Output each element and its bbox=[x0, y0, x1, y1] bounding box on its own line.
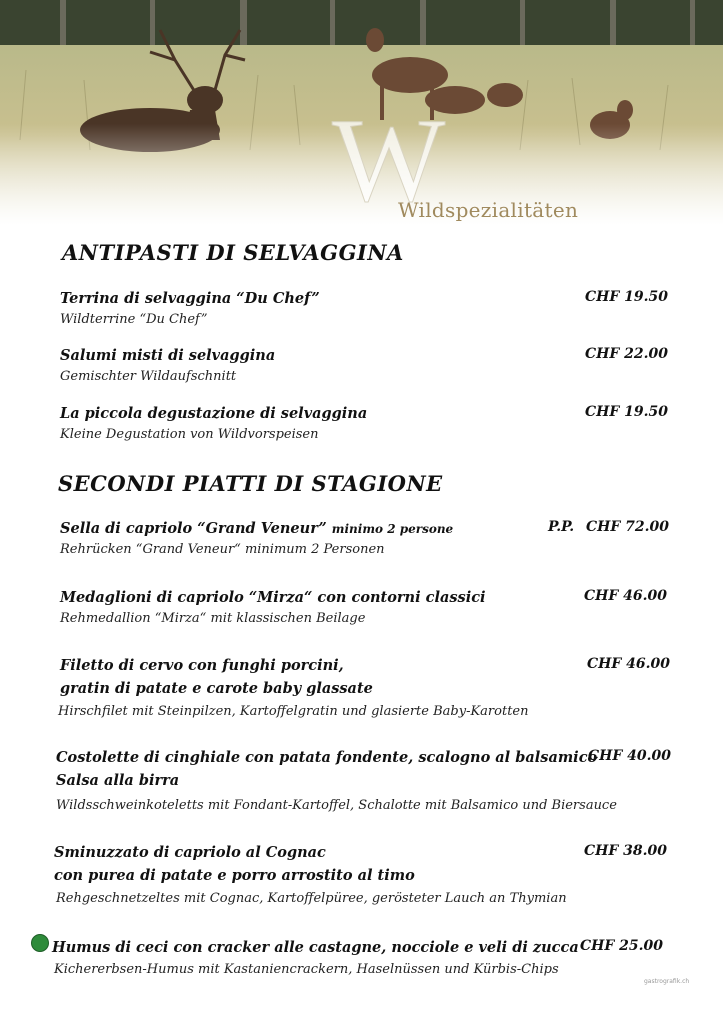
decorative-w-letter: W bbox=[332, 93, 446, 225]
vegetarian-icon bbox=[31, 934, 49, 952]
header-title: Wildspezialitäten bbox=[398, 198, 579, 222]
section-title-secondi: SECONDI PIATTI DI STAGIONE bbox=[58, 471, 443, 496]
item-name-it: Sella di capriolo “Grand Veneur” minimo 2 persone bbox=[60, 520, 454, 537]
item-price: CHF 22.00 bbox=[585, 346, 669, 362]
footer-credit: gastrografik.ch bbox=[644, 978, 690, 985]
item-price: CHF 19.50 bbox=[585, 289, 669, 305]
item-name-it-line2: gratin di patate e carote baby glassate bbox=[60, 680, 373, 697]
item-note: minimo 2 persone bbox=[331, 522, 454, 536]
item-name-de: Wildterrine “Du Chef” bbox=[60, 312, 208, 327]
item-name-it: Terrina di selvaggina “Du Chef” bbox=[60, 290, 320, 307]
item-name-it: Filetto di cervo con funghi porcini, bbox=[60, 657, 344, 674]
item-name-de: Rehgeschnetzeltes mit Cognac, Kartoffelpüree, gerösteter Lauch an Thymian bbox=[56, 891, 567, 906]
item-price: CHF 25.00 bbox=[580, 938, 664, 954]
item-price: CHF 19.50 bbox=[585, 404, 669, 420]
item-price: CHF 38.00 bbox=[584, 843, 668, 859]
item-name-de: Rehmedallion “Mirza“ mit klassischen Beilage bbox=[60, 611, 366, 626]
section-title-antipasti: ANTIPASTI DI SELVAGGINA bbox=[62, 240, 404, 265]
header-banner bbox=[0, 0, 723, 225]
item-name-it: Humus di ceci con cracker alle castagne, nocciole e veli di zucca bbox=[52, 939, 579, 956]
item-price: CHF 46.00 bbox=[587, 656, 671, 672]
deer-meadow-illustration bbox=[0, 0, 723, 225]
item-price: CHF 40.00 bbox=[588, 748, 672, 764]
item-name-it-line2: Salsa alla birra bbox=[56, 772, 180, 789]
item-name-de: Gemischter Wildaufschnitt bbox=[60, 369, 237, 384]
item-name-it: Costolette di cinghiale con patata fondente, scalogno al balsamico bbox=[56, 749, 598, 766]
item-name-de: Rehrücken “Grand Veneur“ minimum 2 Personen bbox=[60, 542, 385, 557]
price-per-person: P.P. bbox=[548, 519, 575, 535]
item-name-it: La piccola degustazione di selvaggina bbox=[60, 405, 368, 422]
item-name-it: Salumi misti di selvaggina bbox=[60, 347, 276, 364]
item-name-de: Hirschfilet mit Steinpilzen, Kartoffelgratin und glasierte Baby-Karotten bbox=[58, 704, 529, 719]
item-name-de: Kichererbsen-Humus mit Kastaniencrackern, Haselnüssen und Kürbis-Chips bbox=[54, 962, 559, 977]
item-name-de: Kleine Degustation von Wildvorspeisen bbox=[60, 427, 319, 442]
item-name-it: Sminuzzato di capriolo al Cognac bbox=[54, 844, 326, 861]
item-price: CHF 72.00 bbox=[586, 519, 670, 535]
item-name-it-line2: con purea di patate e porro arrostito al timo bbox=[54, 867, 415, 884]
item-name-de: Wildsschweinkoteletts mit Fondant-Kartoffel, Schalotte mit Balsamico und Biersauce bbox=[56, 798, 617, 813]
item-price: CHF 46.00 bbox=[584, 588, 668, 604]
item-name-it: Medaglioni di capriolo “Mirza“ con contorni classici bbox=[60, 589, 486, 606]
